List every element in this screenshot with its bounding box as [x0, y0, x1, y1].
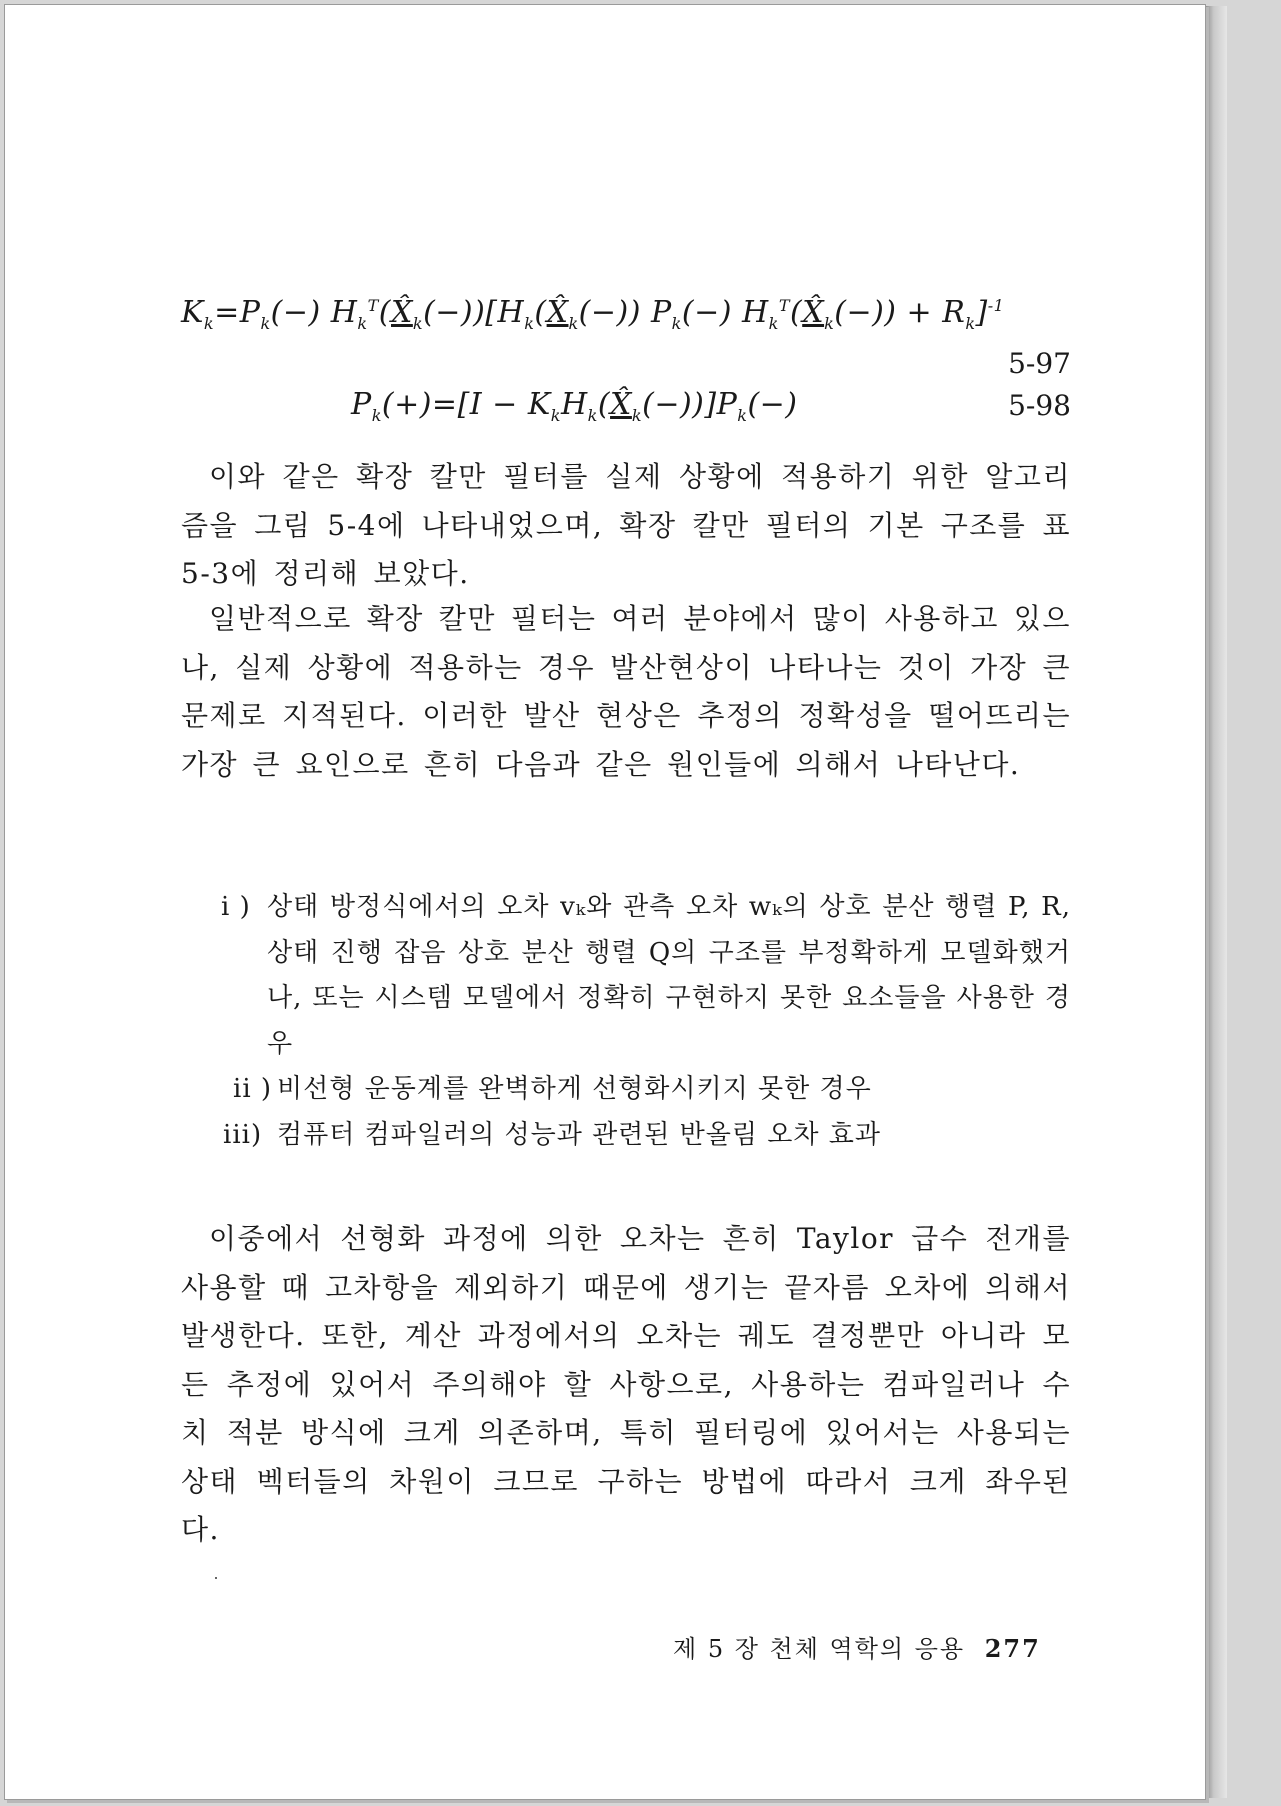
paragraph: 이와 같은 확장 칼만 필터를 실제 상황에 적용하기 위한 알고리즘을 그림 5-4에 나타내었으며, 확장 칼만 필터의 기본 구조를 표 5-3에 정리해 보았다.: [181, 460, 1071, 590]
list-number: ii ): [233, 1074, 273, 1104]
list-number: i ): [221, 892, 251, 922]
equation-5-97: $K_k=P_k(-)$ $H_k^T(X̂_k(-))[H_k(X̂_k(-))$ $P_k(-)$ $H_k^T(X̂_k(-)) + R_k]^{-1}$: [181, 295, 1005, 333]
chapter-title: 제 5 장 천체 역학의 응용: [673, 1635, 966, 1663]
paragraph: 이중에서 선형화 과정에 의한 오차는 흔히 Taylor 급수 전개를 사용할 때 고차항을 제외하기 때문에 생기는 끝자름 오차에 의해서 발생한다. 또한, 계산 과정에서의 오차는 궤도 결정뿐만 아니라 모든 추정에 있어서 주의해야 할 사항으로, 사용하는 컴파일러나 수치 적분 방식에 크게 의존하며, 특히 필터링에 있어서는 사용되는 상태 벡터들의 차원이 크므로 구하는 방법에 따라서 크게 좌우된다.: [181, 1222, 1071, 1546]
paragraph: 일반적으로 확장 칼만 필터는 여러 분야에서 많이 사용하고 있으나, 실제 상황에 적용하는 경우 발산현상이 나타나는 것이 가장 큰 문제로 지적된다. 이러한 발산 현상은 추정의 정확성을 떨어뜨리는 가장 큰 요인으로 흔히 다음과 같은 원인들에 의해서 나타난다.: [181, 602, 1071, 781]
book-page: [4, 4, 1206, 1800]
cause-list: [221, 885, 1071, 1158]
list-text: 상태 방정식에서의 오차 vₖ와 관측 오차 wₖ의 상호 분산 행렬 P, R, 상태 진행 잡음 상호 분산 행렬 Q의 구조를 부정확하게 모델화했거나, 또는 시스템 모델에서 정확히 구현하지 못한 요소들을 사용한 경우: [267, 892, 1071, 1059]
running-footer: [673, 1629, 1041, 1664]
list-item: [221, 1067, 1071, 1113]
list-text: 비선형 운동계를 완벽하게 선형화시키지 못한 경우: [277, 1074, 872, 1104]
speck: [215, 1577, 217, 1579]
equation-5-98: $P_k(+)=[I$ − $K_kH_k(X̂_k(-))]P_k(-)$: [351, 387, 798, 425]
list-number: iii): [223, 1119, 263, 1150]
equation-number: 5-98: [1008, 389, 1071, 422]
page-number: 277: [984, 1634, 1041, 1663]
equation-number: 5-97: [1008, 347, 1071, 380]
list-text: 컴퓨터 컴파일러의 성능과 관련된 반올림 오차 효과: [277, 1119, 882, 1150]
page-edge-shadow: [1205, 6, 1227, 1798]
list-item: [221, 1113, 1071, 1159]
list-item: [221, 885, 1071, 1067]
